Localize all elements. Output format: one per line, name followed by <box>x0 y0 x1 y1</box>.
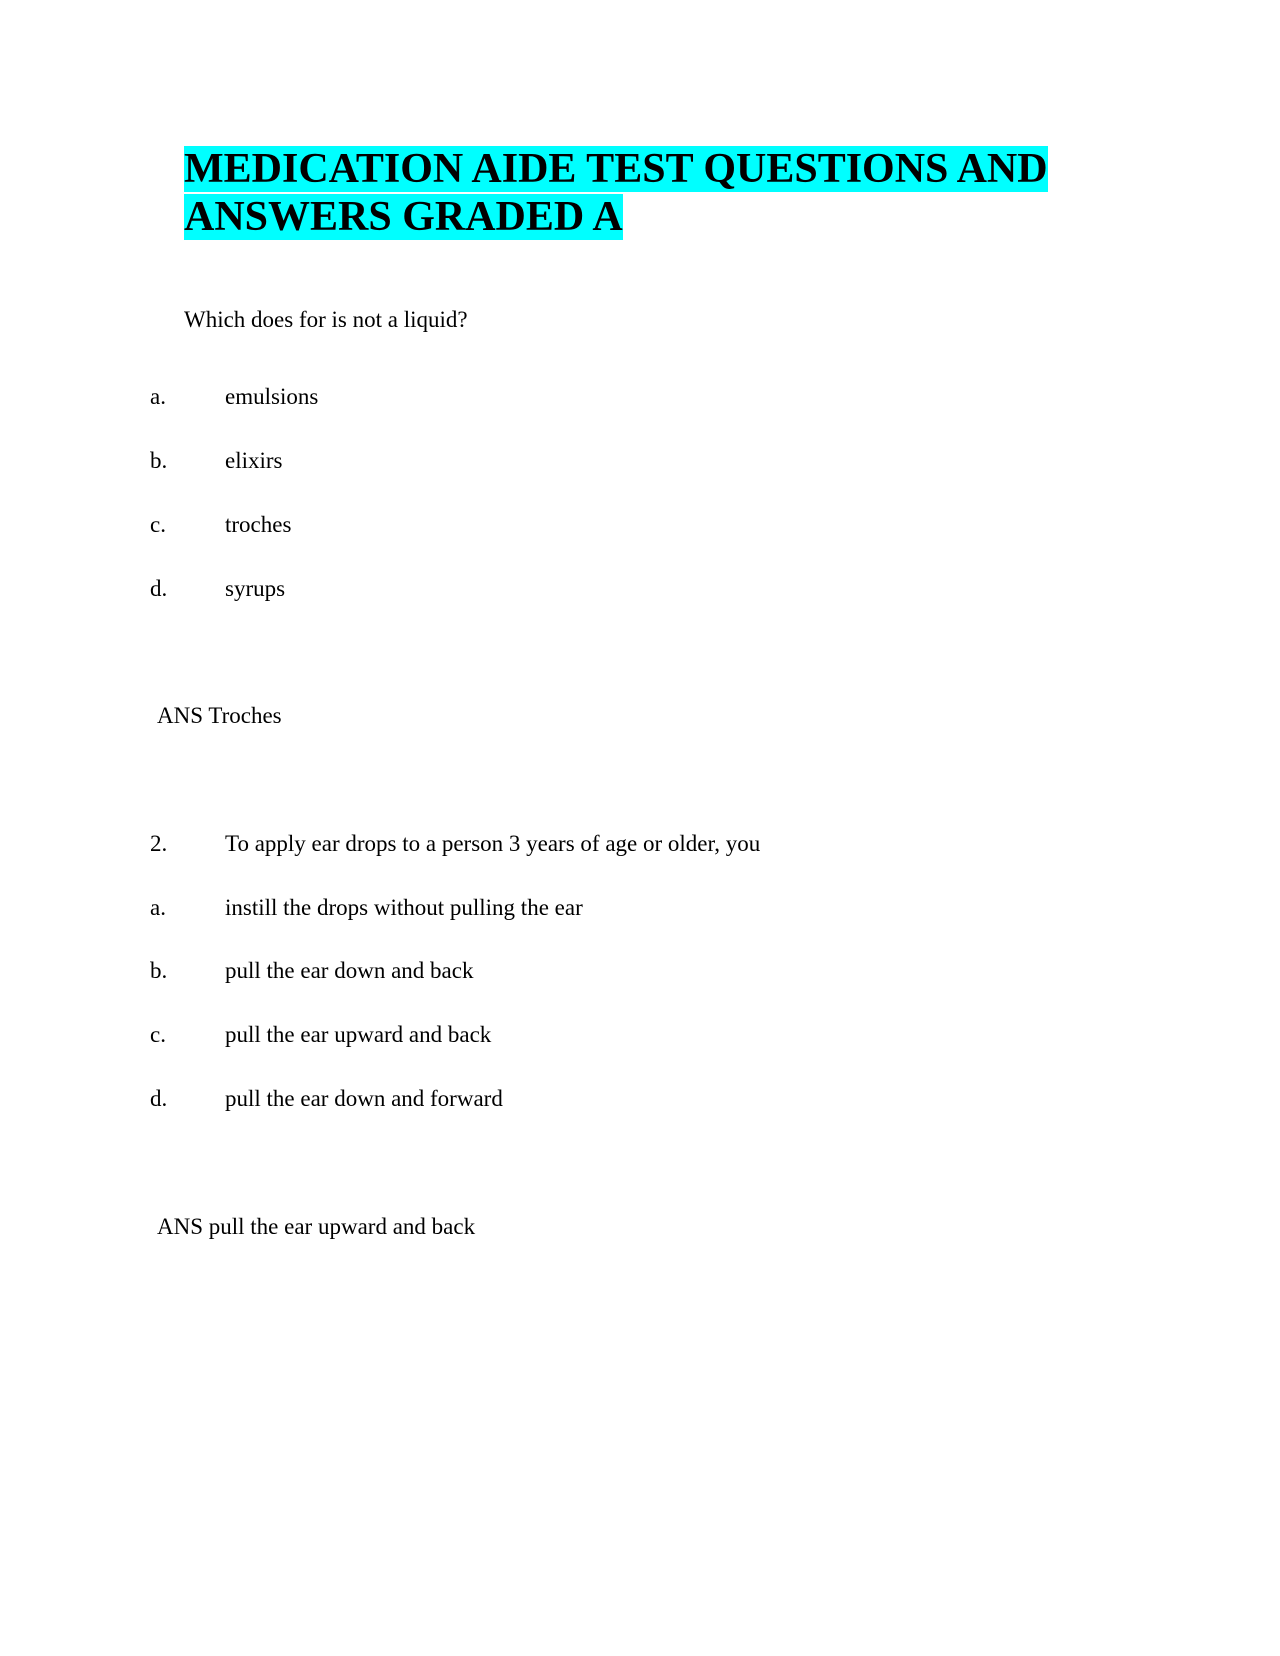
option-letter: a. <box>150 384 166 409</box>
option-letter: d. <box>150 576 168 601</box>
question-1-option-c <box>150 511 291 539</box>
question-2-option-c <box>150 1021 491 1049</box>
document-title <box>184 145 1084 241</box>
option-letter: a. <box>150 895 166 920</box>
question-2-option-d <box>150 1085 503 1113</box>
option-letter: c. <box>150 512 166 537</box>
option-letter: d. <box>150 1086 168 1111</box>
question-1-answer: ANS Troches <box>157 703 282 728</box>
question-2-text: To apply ear drops to a person 3 years of age or older, you <box>225 831 761 856</box>
question-2-answer: ANS pull the ear upward and back <box>157 1214 476 1239</box>
option-letter: b. <box>150 958 168 983</box>
option-text: instill the drops without pulling the ear <box>225 895 583 920</box>
option-letter: c. <box>150 1022 166 1047</box>
option-text: syrups <box>225 576 286 601</box>
question-number: 2. <box>150 831 168 856</box>
question-1-option-d <box>150 575 285 603</box>
option-letter: b. <box>150 448 168 473</box>
option-text: emulsions <box>225 384 319 409</box>
question-2-option-a <box>150 894 583 922</box>
option-text: pull the ear upward and back <box>225 1022 492 1047</box>
option-text: elixirs <box>225 448 283 473</box>
question-2-option-b <box>150 957 473 985</box>
question-2-stem <box>150 830 760 858</box>
question-1-text: Which does for is not a liquid? <box>184 307 468 332</box>
option-text: troches <box>225 512 292 537</box>
option-text: pull the ear down and forward <box>225 1086 503 1111</box>
question-1-option-b <box>150 447 283 475</box>
option-text: pull the ear down and back <box>225 958 474 983</box>
title-highlight: MEDICATION AIDE TEST QUESTIONS AND ANSWERS GRADED A <box>184 146 1048 240</box>
question-1-option-a <box>150 383 318 411</box>
